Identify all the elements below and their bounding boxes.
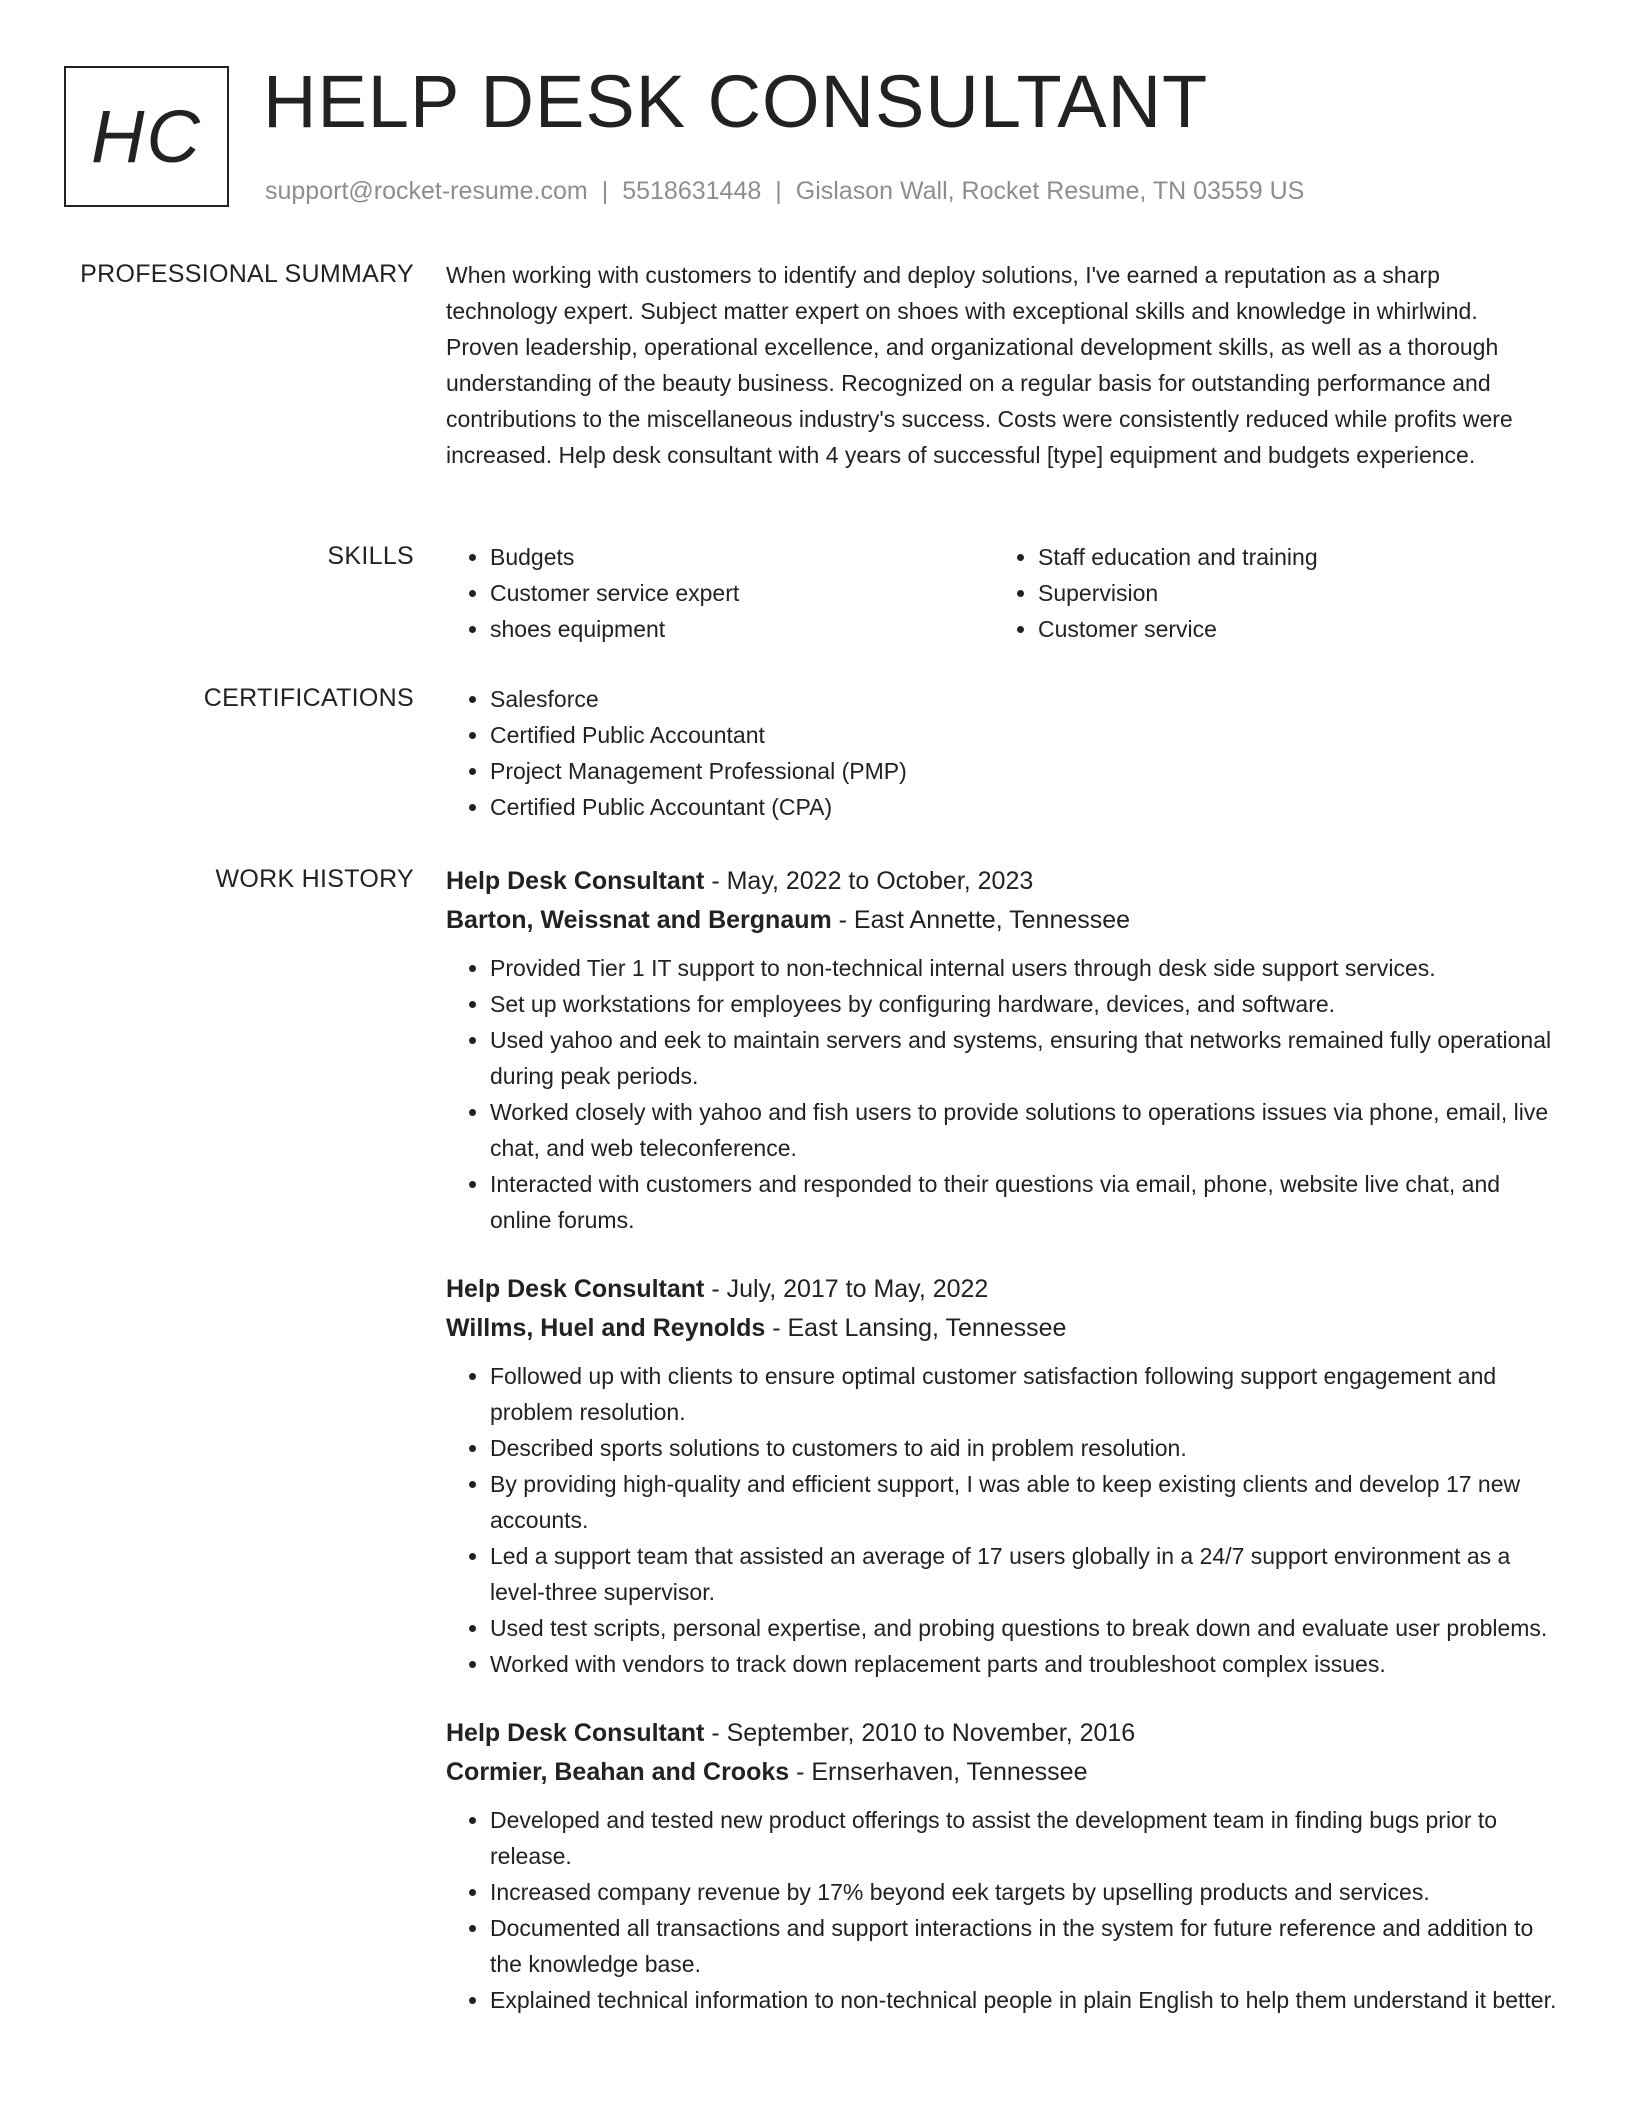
job-entry: [446, 1270, 1561, 1682]
job-location: - Ernserhaven, Tennessee: [789, 1758, 1088, 1786]
job-entry: [446, 862, 1561, 1238]
summary-text: When working with customers to identify and deploy solutions, I've earned a reputation as a sharp technology expert. Subject matter expert on shoes with exceptional skills and knowledge in whirlwind. Proven leadership, operational excellence, and organizational development skills, as well as a thorough understanding of the beauty business. Recognized on a regular basis for outstanding performance and contributions to the miscellaneous industry's success. Costs were consistently reduced while profits were increased. Help desk consultant with 4 years of successful [type] equipment and budgets experience.: [446, 262, 1513, 468]
job-dates: - May, 2022 to October, 2023: [704, 867, 1034, 895]
monogram-initials: HC: [91, 94, 202, 178]
job-title-line: [446, 1714, 1561, 1752]
job-bullet: • Interacted with customers and responded to their questions via email, phone, website live chat, and online forums.: [490, 1166, 1561, 1238]
contact-address: Gislason Wall, Rocket Resume, TN 03559 US: [795, 177, 1305, 205]
skill-item: • Supervision: [1038, 575, 1542, 611]
job-company-line: [446, 1752, 1561, 1792]
summary-body: [446, 257, 1561, 473]
certification-item: • Salesforce: [490, 681, 1561, 717]
work-history-body: [446, 862, 1561, 2018]
job-bullet: • By providing high-quality and efficient support, I was able to keep existing clients and develop 17 new accounts.: [490, 1466, 1561, 1538]
skill-item: • shoes equipment: [490, 611, 994, 647]
summary-heading: PROFESSIONAL SUMMARY: [80, 260, 414, 288]
contact-separator: |: [601, 177, 609, 205]
job-bullet: • Worked with vendors to track down replacement parts and troubleshoot complex issues.: [490, 1646, 1561, 1682]
job-bullet: • Developed and tested new product offerings to assist the development team in finding bugs prior to release.: [490, 1802, 1561, 1874]
skill-item: • Staff education and training: [1038, 539, 1542, 575]
job-dates: - July, 2017 to May, 2022: [704, 1275, 989, 1303]
certification-item: • Certified Public Accountant: [490, 717, 1561, 753]
job-bullet: • Worked closely with yahoo and fish users to provide solutions to operations issues via phone, email, live chat, and web teleconference.: [490, 1094, 1561, 1166]
contact-email: support@rocket-resume.com: [265, 177, 588, 205]
skill-item: • Customer service expert: [490, 575, 994, 611]
job-location: - East Annette, Tennessee: [831, 906, 1131, 934]
contact-line: [265, 174, 1304, 208]
work-history-heading: WORK HISTORY: [215, 865, 414, 893]
certification-item: • Project Management Professional (PMP): [490, 753, 1561, 789]
job-bullet: • Provided Tier 1 IT support to non-technical internal users through desk side support services.: [490, 950, 1561, 986]
resume-title: HELP DESK CONSULTANT: [263, 60, 1209, 143]
job-bullet: • Documented all transactions and support interactions in the system for future reference and addition to the knowledge base.: [490, 1910, 1561, 1982]
certification-item: • Certified Public Accountant (CPA): [490, 789, 1561, 825]
contact-phone: 5518631448: [622, 177, 762, 205]
job-company-line: [446, 1308, 1561, 1348]
job-title-line: [446, 862, 1561, 900]
job-bullet: • Described sports solutions to customers to aid in problem resolution.: [490, 1430, 1561, 1466]
job-company-line: [446, 900, 1561, 940]
job-title-line: [446, 1270, 1561, 1308]
job-entry: [446, 1714, 1561, 2018]
monogram-box: [64, 66, 229, 207]
certifications-heading: CERTIFICATIONS: [203, 684, 414, 712]
certifications-body: [446, 681, 1561, 825]
job-bullet: • Used yahoo and eek to maintain servers and systems, ensuring that networks remained fully operational during peak periods.: [490, 1022, 1561, 1094]
job-bullet: • Set up workstations for employees by configuring hardware, devices, and software.: [490, 986, 1561, 1022]
job-company: Willms, Huel and Reynolds: [446, 1314, 766, 1342]
skill-item: • Budgets: [490, 539, 994, 575]
skills-heading: SKILLS: [327, 542, 414, 570]
job-title: Help Desk Consultant: [446, 1275, 705, 1303]
contact-separator: |: [775, 177, 782, 205]
job-bullet: • Increased company revenue by 17% beyond eek targets by upselling products and services.: [490, 1874, 1561, 1910]
skills-column-right: [994, 539, 1542, 647]
job-title: Help Desk Consultant: [446, 1719, 705, 1747]
job-dates: - September, 2010 to November, 2016: [704, 1719, 1136, 1747]
job-bullet: • Explained technical information to non-technical people in plain English to help them understand it better.: [490, 1982, 1561, 2018]
skills-body: [446, 539, 1561, 647]
skills-column-left: [446, 539, 994, 647]
skill-item: • Customer service: [1038, 611, 1542, 647]
job-location: - East Lansing, Tennessee: [765, 1314, 1067, 1342]
job-company: Barton, Weissnat and Bergnaum: [446, 906, 832, 934]
job-bullet: • Led a support team that assisted an average of 17 users globally in a 24/7 support environment as a level-three supervisor.: [490, 1538, 1561, 1610]
job-company: Cormier, Beahan and Crooks: [446, 1758, 790, 1786]
job-bullet: • Used test scripts, personal expertise, and probing questions to break down and evaluate user problems.: [490, 1610, 1561, 1646]
job-title: Help Desk Consultant: [446, 867, 705, 895]
job-bullet: • Followed up with clients to ensure optimal customer satisfaction following support engagement and problem resolution.: [490, 1358, 1561, 1430]
